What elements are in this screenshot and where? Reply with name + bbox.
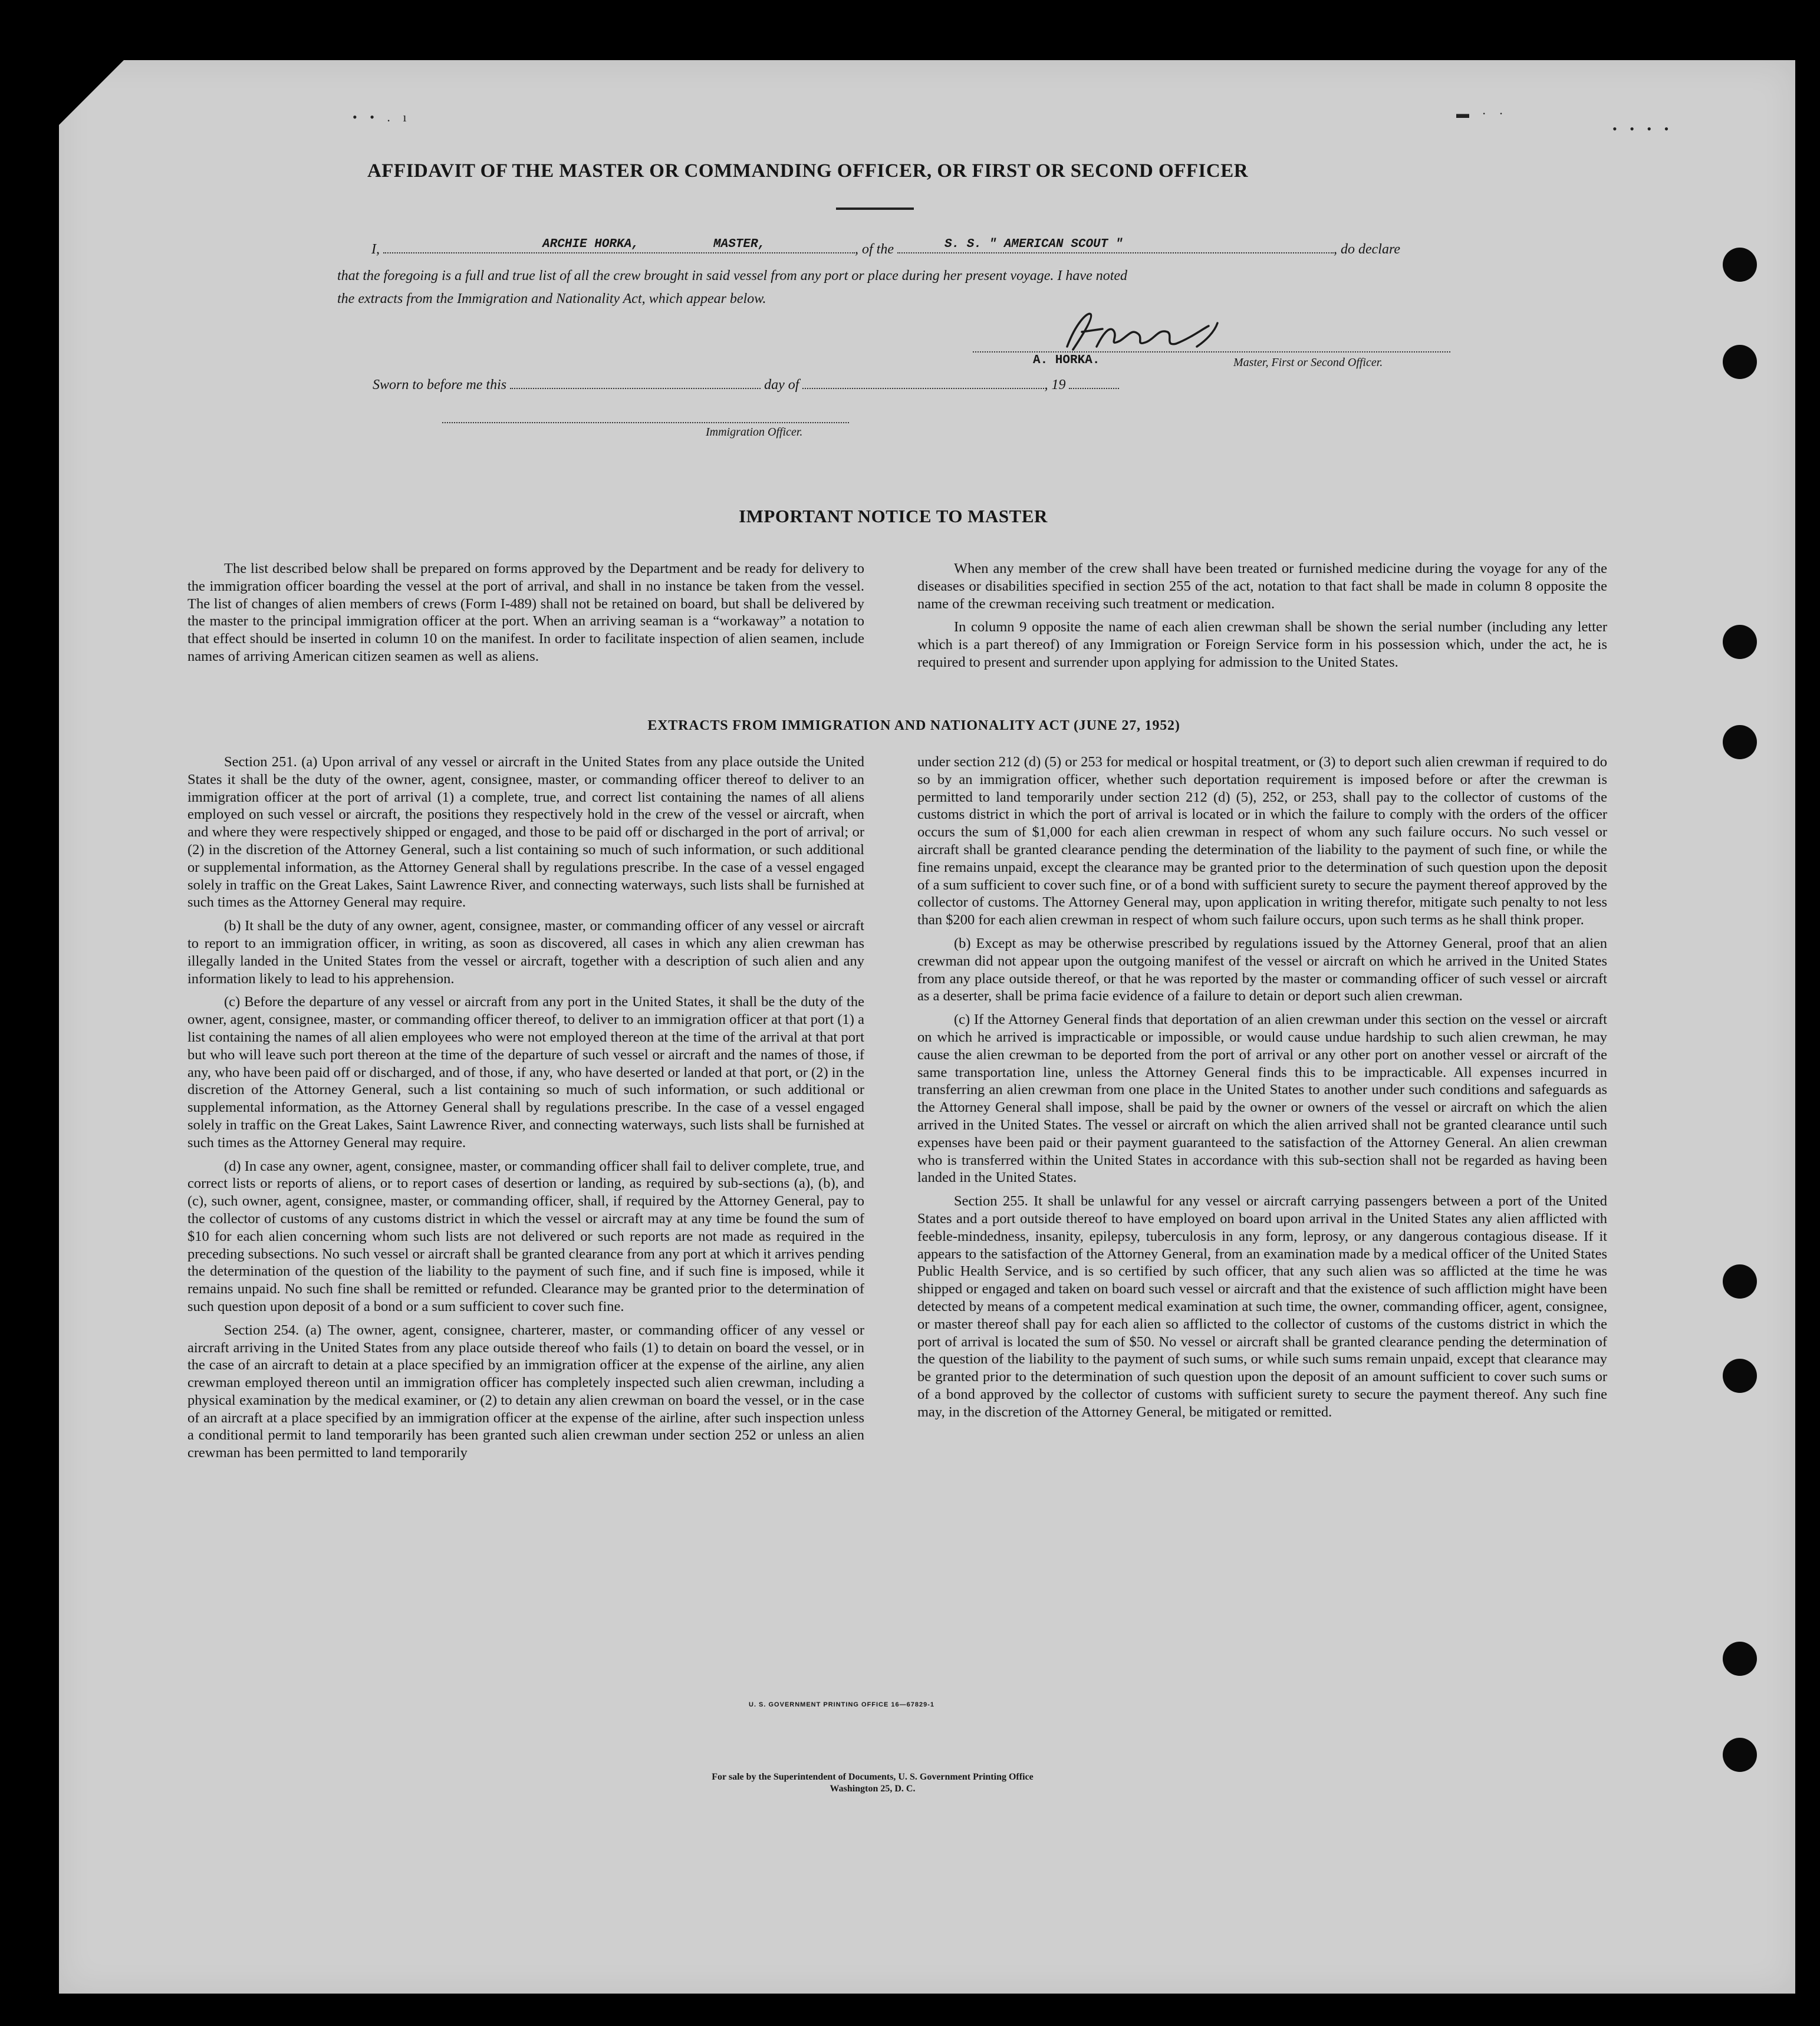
punch-hole bbox=[1723, 725, 1757, 759]
for-sale-line-2: Washington 25, D. C. bbox=[830, 1784, 916, 1794]
notice-right-column bbox=[917, 560, 1607, 677]
statute-paragraph: (d) In case any owner, agent, consignee, master, or commanding officer shall fail to deliver complete, true, and correct lists or reports of aliens, or to report cases of desertion or landing, as required by sub-sections (a), (b), and (c), such owner, agent, consignee, master, or commanding officer, shall, if required by the Attorney General, pay to the collector of customs of any customs district in which the vessel or aircraft may at any time be found the sum of $10 for each alien concerning whom such lists are not delivered or such reports are not made as required in the preceding subsections. No such vessel or aircraft shall be granted clearance from any port at which it arrives pending the determination of the question of the liability to the payment of such fine, and if such fine is imposed, while it remains unpaid. No such fine shall be remitted or refunded. Clearance may be granted prior to the determination of such question upon deposit of a bond or a sum sufficient to cover such fine. bbox=[187, 1158, 864, 1315]
notice-left-column bbox=[187, 560, 864, 671]
declaration-line-3: the extracts from the Immigration and Nationality Act, which appear below. bbox=[337, 291, 766, 307]
year-label: , 19 bbox=[1044, 377, 1066, 393]
punch-hole bbox=[1723, 1359, 1757, 1393]
master-rank: MASTER, bbox=[713, 238, 766, 251]
declaration-line-2: that the foregoing is a full and true list of all the crew brought in said vessel from any port or place during her present voyage. I have noted bbox=[337, 268, 1128, 284]
extracts-left-column bbox=[187, 753, 864, 1468]
do-declare-label: , do declare bbox=[1334, 242, 1401, 257]
declaration-line-1 bbox=[371, 239, 1400, 258]
signature-line bbox=[973, 351, 1450, 353]
declaration-prefix: I, bbox=[371, 242, 380, 257]
extracts-right-column bbox=[917, 753, 1607, 1427]
vessel-field bbox=[897, 239, 1334, 253]
officer-caption: Immigration Officer. bbox=[706, 426, 803, 439]
month-field bbox=[802, 375, 1044, 389]
statute-paragraph: (c) If the Attorney General finds that deportation of an alien crewman under this section on the vessel or aircraft on which he arrived is impracticable or impossible, or would cause undue hardship to such alien crewman, he may cause the alien crewman to be deported from the port of arrival or any other port on another vessel or aircraft of the same transportation line, unless the Attorney General finds this to be impracticable. All expenses incurred in transferring an alien crewman from one place in the United States to another under such conditions and safeguards as the Attorney General shall impose, shall be paid by the owner or owners of the vessel or aircraft on which the alien arrived in the United States. The vessel or aircraft on which the alien arrived shall not be granted clearance until such expenses have been paid or their payment guaranteed to the satisfaction of the Attorney General. An alien crewman who is transferred within the United States in accordance with this sub-section shall not be regarded as having been landed in the United States. bbox=[917, 1012, 1607, 1186]
for-sale-line-1: For sale by the Superintendent of Documents, U. S. Government Printing Office bbox=[712, 1772, 1034, 1782]
affidavit-title: AFFIDAVIT OF THE MASTER OR COMMANDING OFFICER, OR FIRST OR SECOND OFFICER bbox=[367, 160, 1249, 182]
statute-paragraph: (c) Before the departure of any vessel or aircraft from any port in the United States, it shall be the duty of the owner, agent, consignee, master, or commanding officer thereof, to deliver to an immigration officer at that port (1) a list containing the names of all alien employees who were not employed thereon at the time of the arrival at that port but who will leave such port thereon at the time of the departure of such vessel or aircraft and the names of those, if any, who have been paid off or discharged, and of those, if any, who have deserted or landed at that port, or (2) in the discretion of the Attorney General, such a list containing so much of such information, or such additional or supplemental information, as the Attorney General shall by regulations prescribe. In the case of a vessel engaged solely in traffic on the Great Lakes, Saint Lawrence River, and connecting waterways, such lists shall be furnished at such times as the Attorney General may require. bbox=[187, 994, 864, 1151]
sworn-label: Sworn to before me this bbox=[373, 377, 507, 393]
print-mark: • • • • bbox=[1612, 121, 1674, 136]
officer-signature-line bbox=[442, 422, 849, 423]
statute-paragraph: under section 212 (d) (5) or 253 for medical or hospital treatment, or (3) to deport such alien crewman if required to do so by an immigration officer, whether such deportation requirement is imposed before or after the crewman is permitted to land temporarily under section 212 (d) (5), 252, or 253, shall pay to the collector of customs of the customs district in which the port of arrival is located or in which the failure to comply with the orders of the officer occurs the sum of $1,000 for each alien crewman in respect of whom any such failure occurs. No such vessel or aircraft shall be granted clearance pending the determination of the liability to the payment of such fine, or while the fine remains unpaid, except the clearance may be granted prior to the determination of such question upon the deposit of a sum sufficient to cover such fine, or of a bond with sufficient surety to secure the payment thereof approved by the collector of customs. The Attorney General may, upon application in writing therefor, mitigate such penalty to not less than $200 for each alien crewman in respect of whom such failure occurs, upon such terms as he shall think proper. bbox=[917, 754, 1607, 928]
notice-title: IMPORTANT NOTICE TO MASTER bbox=[739, 506, 1048, 526]
punch-hole bbox=[1723, 1738, 1757, 1772]
printing-office-imprint: U. S. GOVERNMENT PRINTING OFFICE 16—67829-1 bbox=[749, 1701, 935, 1708]
page-corner bbox=[59, 60, 124, 125]
signer-caption: Master, First or Second Officer. bbox=[1233, 356, 1383, 369]
handwritten-signature bbox=[1055, 305, 1250, 358]
statute-paragraph: (b) It shall be the duty of any owner, agent, consignee, master, or commanding officer of any vessel or aircraft to report to an immigration officer, in writing, as soon as discovered, all cases in which any alien crewman has illegally landed in the United States from the vessel or aircraft, together with a description of such alien and any information likely to lead to his apprehension. bbox=[187, 918, 864, 987]
statute-paragraph: Section 254. (a) The owner, agent, consignee, charterer, master, or commanding officer of any vessel or aircraft arriving in the United States from any place outside thereof who fails (1) to detain on board the vessel, or in the case of an aircraft to detain at a place specified by an immigration officer at the expense of the airline, any alien crewman employed thereon until an immigration officer has completely inspected such alien crewman, including a physical examination by the medical examiner, or (2) to detain any alien crewman on board the vessel, or in the case of an aircraft at a place specified by an immigration officer at the expense of the airline, after such inspection unless a conditional permit to land temporarily has been granted such alien crewman under section 252 or unless an alien crewman has been permitted to land temporarily bbox=[187, 1322, 864, 1461]
statute-paragraph: (b) Except as may be otherwise prescribed by regulations issued by the Attorney General, proof that an alien crewman did not appear upon the outgoing manifest of the vessel or aircraft on which he arrived in the United States from any place outside thereof, or that he was reported by the master or commanding officer of such vessel or aircraft as a deserter, shall be prima facie evidence of a failure to detain or deport such alien crewman. bbox=[917, 935, 1607, 1004]
print-mark: ▬ · · bbox=[1456, 106, 1508, 121]
master-name: ARCHIE HORKA, bbox=[542, 238, 639, 251]
print-mark: • • . ı bbox=[353, 110, 412, 124]
for-sale-notice bbox=[625, 1771, 1120, 1795]
punch-hole bbox=[1723, 625, 1757, 659]
vessel-name: S. S. " AMERICAN SCOUT " bbox=[944, 238, 1123, 251]
sworn-line bbox=[373, 375, 1119, 393]
punch-hole bbox=[1723, 1642, 1757, 1676]
punch-hole bbox=[1723, 345, 1757, 379]
signer-typed-name: A. HORKA. bbox=[1033, 354, 1100, 367]
statute-paragraph: Section 255. It shall be unlawful for any vessel or aircraft carrying passengers between a port of the United States and a port outside thereof to have employed on board upon arrival in the United States any alien afflicted with feeble-mindedness, insanity, epilepsy, tuberculosis in any form, leprosy, or any dangerous contagious disease. If it appears to the satisfaction of the Attorney General, from an examination made by a medical officer of the United States Public Health Service, and is so certified by such officer, that any such alien was so afflicted at the time he was shipped or engaged and taken on board such vessel or aircraft and that the existence of such affliction might have been detected by means of a competent medical examination at such time, the owner, commanding officer, agent, consignee, or master thereof shall pay for each alien so afflicted to the collector of customs of the customs district in which the port of arrival is located the sum of $50. No vessel or aircraft shall be granted clearance pending the determination of the question of the liability to the payment of such sums, or while such sums remain unpaid, except that clearance may be granted prior to the determination of such question upon the deposit of an amount sufficient to cover such sums or of a bond approved by the collector of customs with sufficient surety to secure the payment thereof. Any such fine may, in the discretion of the Attorney General, be mitigated or remitted. bbox=[917, 1193, 1607, 1420]
of-the-label: , of the bbox=[855, 242, 894, 257]
title-rule bbox=[836, 207, 914, 210]
day-field bbox=[510, 375, 761, 389]
punch-hole bbox=[1723, 248, 1757, 282]
notice-paragraph: When any member of the crew shall have been treated or furnished medicine during the voyage for any of the diseases or disabilities specified in section 255 of the act, notation to that fact shall be made in column 8 opposite the name of the crewman receiving such treatment or medication. bbox=[917, 561, 1607, 612]
notice-paragraph: In column 9 opposite the name of each alien crewman shall be shown the serial number (including any letter which is a part thereof) of any Immigration or Foreign Service form in his possession which, under the act, he is required to present and surrender upon applying for admission to the United States. bbox=[917, 619, 1607, 670]
notice-paragraph: The list described below shall be prepared on forms approved by the Department and be ready for delivery to the immigration officer boarding the vessel at the port of arrival, and shall in no instance be taken from the vessel. The list of changes of alien members of crews (Form I-489) shall not be retained on board, but shall be delivered by the master to the principal immigration officer at the port. When an arriving seaman is a “workaway” a notation to that effect should be inserted in column 10 on the manifest. In order to facilitate inspection of alien seamen, include names of arriving American citizen seamen as well as aliens. bbox=[187, 561, 864, 664]
statute-paragraph: Section 251. (a) Upon arrival of any vessel or aircraft in the United States from any place outside the United States it shall be the duty of the owner, agent, consignee, master, or commanding officer thereof to deliver to an immigration officer at the port of arrival (1) a complete, true, and correct list containing the names of all aliens employed on such vessel or aircraft, the positions they respectively hold in the crew of the vessel or aircraft, when and where they were respectively shipped or engaged, and those to be paid off or discharged in the port of arrival; or (2) in the discretion of the Attorney General, such a list containing so much of such information, or such additional or supplemental information, as the Attorney General shall by regulations prescribe. In the case of a vessel engaged solely in traffic on the Great Lakes, Saint Lawrence River, and connecting waterways, such lists shall be furnished at such times as the Attorney General may require. bbox=[187, 754, 864, 911]
punch-hole bbox=[1723, 1264, 1757, 1299]
extracts-title: EXTRACTS FROM IMMIGRATION AND NATIONALITY ACT (JUNE 27, 1952) bbox=[647, 718, 1180, 733]
year-field bbox=[1069, 375, 1119, 389]
name-field bbox=[383, 239, 855, 253]
day-of-label: day of bbox=[764, 377, 799, 393]
